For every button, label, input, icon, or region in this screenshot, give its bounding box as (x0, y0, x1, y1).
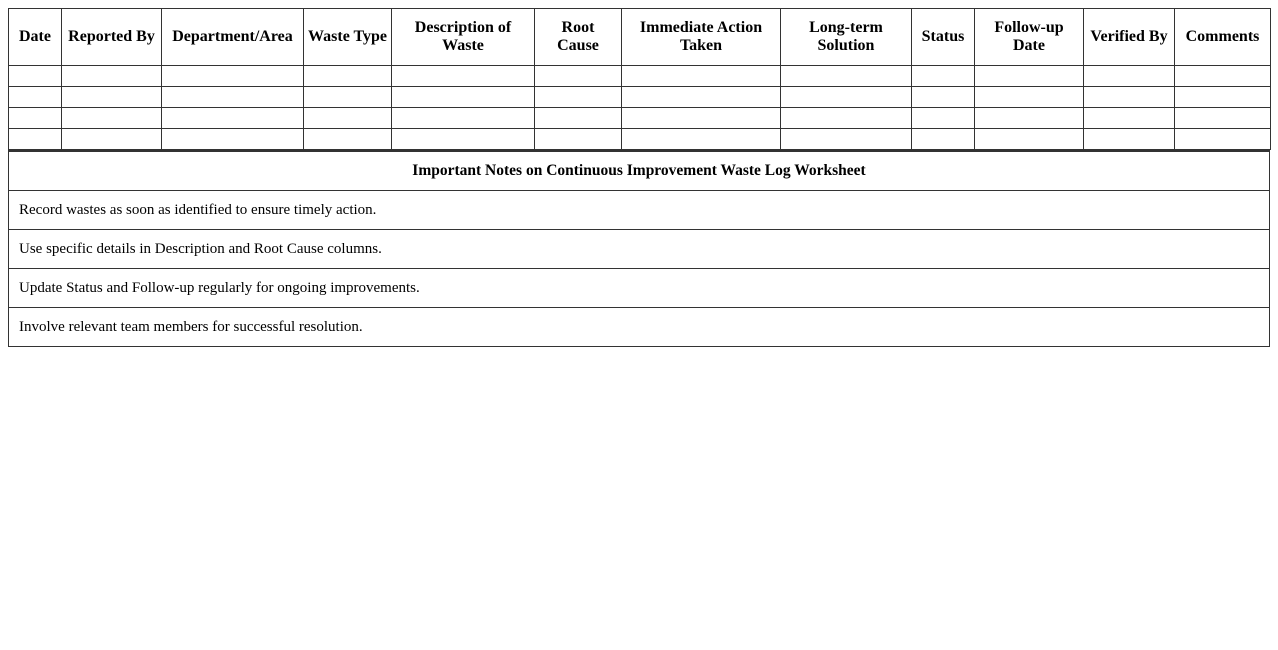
table-cell[interactable] (1084, 87, 1175, 108)
table-cell[interactable] (304, 108, 392, 129)
table-cell[interactable] (162, 108, 304, 129)
note-row (9, 269, 1270, 308)
table-cell[interactable] (62, 108, 162, 129)
table-cell[interactable] (392, 87, 535, 108)
column-header-department-area: Department/Area (162, 9, 304, 66)
table-cell[interactable] (912, 129, 975, 150)
column-header-date: Date (9, 9, 62, 66)
table-cell[interactable] (781, 129, 912, 150)
notes-title-row (9, 151, 1270, 191)
header-row (9, 9, 1271, 66)
table-cell[interactable] (781, 87, 912, 108)
table-cell[interactable] (162, 129, 304, 150)
waste-log-table (8, 8, 1271, 150)
note-item: Use specific details in Description and Root Cause columns. (9, 230, 1270, 269)
table-cell[interactable] (9, 108, 62, 129)
table-cell[interactable] (975, 66, 1084, 87)
table-cell[interactable] (535, 108, 622, 129)
notes-table (8, 150, 1270, 347)
table-cell[interactable] (975, 108, 1084, 129)
table-cell[interactable] (535, 87, 622, 108)
table-cell[interactable] (622, 66, 781, 87)
note-item: Update Status and Follow-up regularly for ongoing improvements. (9, 269, 1270, 308)
table-cell[interactable] (9, 66, 62, 87)
table-cell[interactable] (304, 66, 392, 87)
column-header-immediate-action: Immediate Action Taken (622, 9, 781, 66)
column-header-verified-by: Verified By (1084, 9, 1175, 66)
table-cell[interactable] (62, 87, 162, 108)
table-cell[interactable] (622, 129, 781, 150)
table-cell[interactable] (162, 87, 304, 108)
note-item: Record wastes as soon as identified to ensure timely action. (9, 191, 1270, 230)
table-cell[interactable] (781, 108, 912, 129)
table-cell[interactable] (304, 129, 392, 150)
table-row (9, 66, 1271, 87)
notes-title: Important Notes on Continuous Improvement Waste Log Worksheet (9, 151, 1270, 191)
table-cell[interactable] (9, 129, 62, 150)
table-cell[interactable] (781, 66, 912, 87)
column-header-description: Description of Waste (392, 9, 535, 66)
table-cell[interactable] (1175, 87, 1271, 108)
table-cell[interactable] (912, 87, 975, 108)
table-cell[interactable] (1175, 108, 1271, 129)
table-cell[interactable] (622, 87, 781, 108)
table-cell[interactable] (975, 87, 1084, 108)
column-header-reported-by: Reported By (62, 9, 162, 66)
table-cell[interactable] (535, 66, 622, 87)
column-header-long-term-solution: Long-term Solution (781, 9, 912, 66)
note-row (9, 308, 1270, 347)
table-cell[interactable] (622, 108, 781, 129)
note-row (9, 191, 1270, 230)
table-cell[interactable] (1175, 129, 1271, 150)
table-cell[interactable] (1084, 108, 1175, 129)
note-item: Involve relevant team members for successful resolution. (9, 308, 1270, 347)
column-header-root-cause: Root Cause (535, 9, 622, 66)
table-cell[interactable] (1084, 66, 1175, 87)
table-row (9, 87, 1271, 108)
table-cell[interactable] (62, 66, 162, 87)
table-row (9, 108, 1271, 129)
column-header-status: Status (912, 9, 975, 66)
table-cell[interactable] (975, 129, 1084, 150)
table-cell[interactable] (535, 129, 622, 150)
table-cell[interactable] (392, 129, 535, 150)
worksheet-container (8, 8, 1270, 347)
column-header-waste-type: Waste Type (304, 9, 392, 66)
table-cell[interactable] (1084, 129, 1175, 150)
table-cell[interactable] (392, 66, 535, 87)
table-cell[interactable] (912, 66, 975, 87)
table-cell[interactable] (392, 108, 535, 129)
column-header-comments: Comments (1175, 9, 1271, 66)
table-cell[interactable] (1175, 66, 1271, 87)
table-cell[interactable] (9, 87, 62, 108)
table-cell[interactable] (912, 108, 975, 129)
column-header-follow-up-date: Follow-up Date (975, 9, 1084, 66)
table-cell[interactable] (62, 129, 162, 150)
table-cell[interactable] (162, 66, 304, 87)
note-row (9, 230, 1270, 269)
table-row (9, 129, 1271, 150)
table-cell[interactable] (304, 87, 392, 108)
